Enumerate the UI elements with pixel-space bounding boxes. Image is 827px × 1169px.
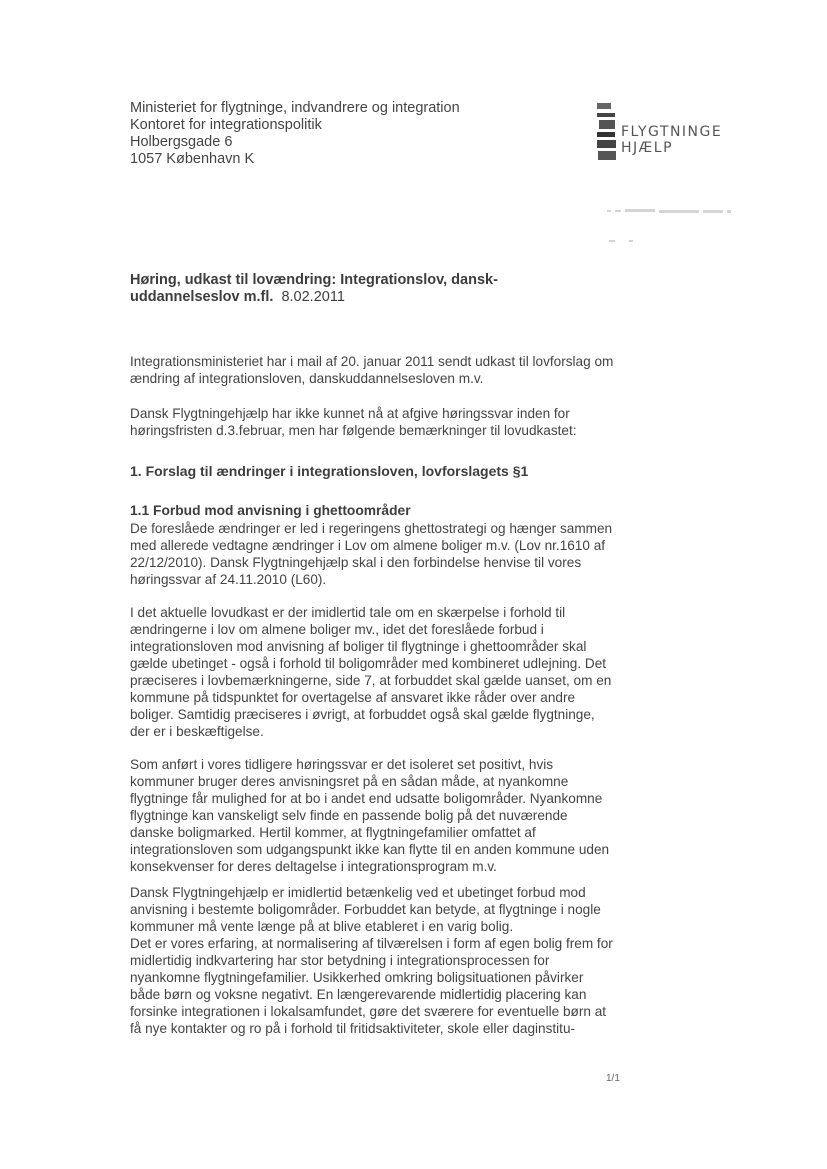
paragraph: De foreslåede ændringer er led i regeringens ghettostrategi og hænger sammen med allerede vedtagne ændringer i Lov om almene boliger m.v. (Lov nr.1610 af 22/12/2010). Dansk Flygtningehjælp skal i den forbindelse henvise til vores høringssvar af 24.11.2010 (L60). bbox=[130, 521, 613, 587]
address-line: Ministeriet for flygtninge, indvandrere og integration bbox=[130, 100, 460, 116]
subsection-heading: 1.1 Forbud mod anvisning i ghettoområder bbox=[130, 503, 411, 518]
address-line: 1057 København K bbox=[130, 151, 255, 167]
paragraph: Integrationsministeriet har i mail af 20. januar 2011 sendt udkast til lovforslag om ændring af integrationsloven, danskuddannelsesloven m.v. bbox=[130, 354, 614, 386]
logo-text-line1: FLYGTNINGE bbox=[621, 124, 723, 140]
paragraph: Det er vores erfaring, at normalisering af tilværelsen i form af egen bolig frem for midlertidig indkvartering har stor betydning i integrationsprocessen for nyankomne flygtningefamilier. Usikkerhed omkring boligsituationen påvirker både børn og voksne negativt. En længerevarende midlertidig placering kan forsinke integrationen i lokalsamfundet, gøre det sværere for eventuelle børn at få nye kontakter og ro på i forhold til fritidsaktiviteter, skole eller daginstitu- bbox=[130, 936, 613, 1036]
logo-text-line2: HJÆLP bbox=[621, 140, 674, 156]
section-heading: 1. Forslag til ændringer i integrationsloven, lovforslagets §1 bbox=[130, 463, 529, 479]
paragraph: I det aktuelle lovudkast er der imidlertid tale om en skærpelse i forhold til ændringerne i lov om almene boliger mv., idet det foreslåede forbud i integrationsloven mod anvisning af boliger til flygtninge i ghettoområder skal gælde ubetinget - også i forhold til boligområder med kombineret udlejning. Det præciseres i lovbemærkningerne, side 7, at forbuddet skal gælde uanset, om en kommune på tidspunktet for overtagelse af ansvaret ikke råder over andre boliger. Samtidig præciseres i øvrigt, at forbuddet også skal gælde flygtninge, der er i beskæftigelse. bbox=[130, 605, 612, 739]
address-line: Holbergsgade 6 bbox=[130, 134, 233, 150]
subject-line bbox=[130, 272, 600, 306]
section-paragraph-5 bbox=[130, 935, 615, 1037]
letter-date: 8.02.2011 bbox=[281, 289, 345, 305]
paragraph: Dansk Flygtningehjælp har ikke kunnet nå at afgive høringssvar inden for høringsfristen d.3.februar, men har følgende bemærkninger til lovudkastet: bbox=[130, 406, 577, 438]
paragraph: Dansk Flygtningehjælp er imidlertid betænkelig ved et ubetinget forbud mod anvisning i bestemte boligområder. Forbuddet kan betyde, at flygtninge i nogle kommuner må vente længe på at blive etableret i en varig bolig. bbox=[130, 885, 601, 934]
faint-stamp-mark bbox=[605, 206, 735, 246]
section-paragraph-4 bbox=[130, 884, 615, 935]
dansk-flygtningehjaelp-logo-icon bbox=[597, 103, 619, 161]
paragraph: Som anført i vores tidligere høringssvar er det isoleret set positivt, hvis kommuner bruger deres anvisningsret på en sådan måde, at nyankomne flygtninge får mulighed for at bo i andet end udsatte boligområder. Nyankomne flygtninge kan vanskeligt selv finde en passende bolig på det nuværende danske boligmarked. Hertil kommer, at flygtningefamilier omfattet af integrationsloven som udgangspunkt ikke kan flytte til en anden kommune uden konsekvenser for deres deltagelse i integrationsprogram m.v. bbox=[130, 757, 610, 874]
intro-paragraph-2 bbox=[130, 405, 615, 439]
subject-title: Høring, udkast til lovændring: Integrationslov, dansk- uddannelseslov m.fl. bbox=[130, 272, 498, 305]
address-line: Kontoret for integrationspolitik bbox=[130, 117, 322, 133]
section-paragraph-2 bbox=[130, 604, 615, 740]
organization-logo bbox=[597, 103, 747, 163]
section-paragraph-1 bbox=[130, 520, 615, 588]
recipient-address bbox=[130, 100, 460, 168]
section-paragraph-3 bbox=[130, 756, 615, 875]
intro-paragraph-1 bbox=[130, 353, 615, 387]
page-number: 1/1 bbox=[606, 1073, 620, 1084]
